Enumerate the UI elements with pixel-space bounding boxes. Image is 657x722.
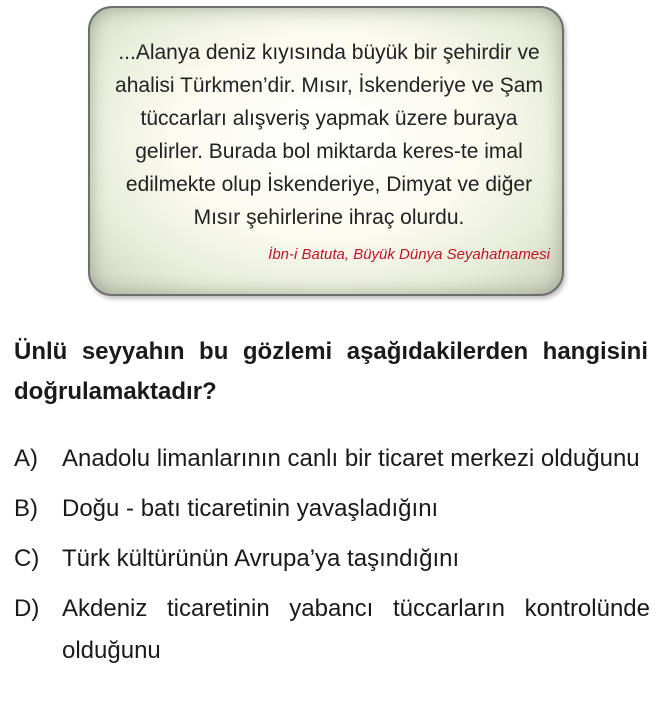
- option-a[interactable]: [14, 438, 650, 480]
- quote-source: İbn-i Batuta, Büyük Dünya Seyahatnamesi: [268, 246, 550, 263]
- question-text: Ünlü seyyahın bu gözlemi aşağıdakilerden hangisini doğrulamaktadır?: [14, 338, 648, 405]
- option-d[interactable]: [14, 588, 650, 672]
- option-c[interactable]: [14, 538, 650, 580]
- option-b-letter: B): [14, 495, 38, 522]
- option-b-text: Doğu - batı ticaretinin yavaşladığını: [62, 495, 439, 522]
- option-d-letter: D): [14, 595, 40, 622]
- option-d-text: Akdeniz ticaretinin yabancı tüccarların kontrolünde olduğunu: [62, 595, 650, 664]
- option-a-letter: A): [14, 445, 38, 472]
- quote-box: [88, 6, 564, 296]
- option-a-text: Anadolu limanlarının canlı bir ticaret merkezi olduğunu: [62, 445, 640, 472]
- answer-options: [14, 438, 650, 680]
- quote-text: ...Alanya deniz kıyısında büyük bir şehirdir ve ahalisi Türkmen’dir. Mısır, İskenderiye ve Şam tüccarları alışveriş yapmak üzere buraya gelirler. Burada bol miktarda keres-te imal edilmekte olup İskenderiye, Dimyat ve diğer Mısır şehirlerine ihraç olurdu.: [115, 41, 543, 229]
- option-c-letter: C): [14, 545, 40, 572]
- option-c-text: Türk kültürünün Avrupa’ya taşındığını: [62, 545, 460, 572]
- option-b[interactable]: [14, 488, 650, 530]
